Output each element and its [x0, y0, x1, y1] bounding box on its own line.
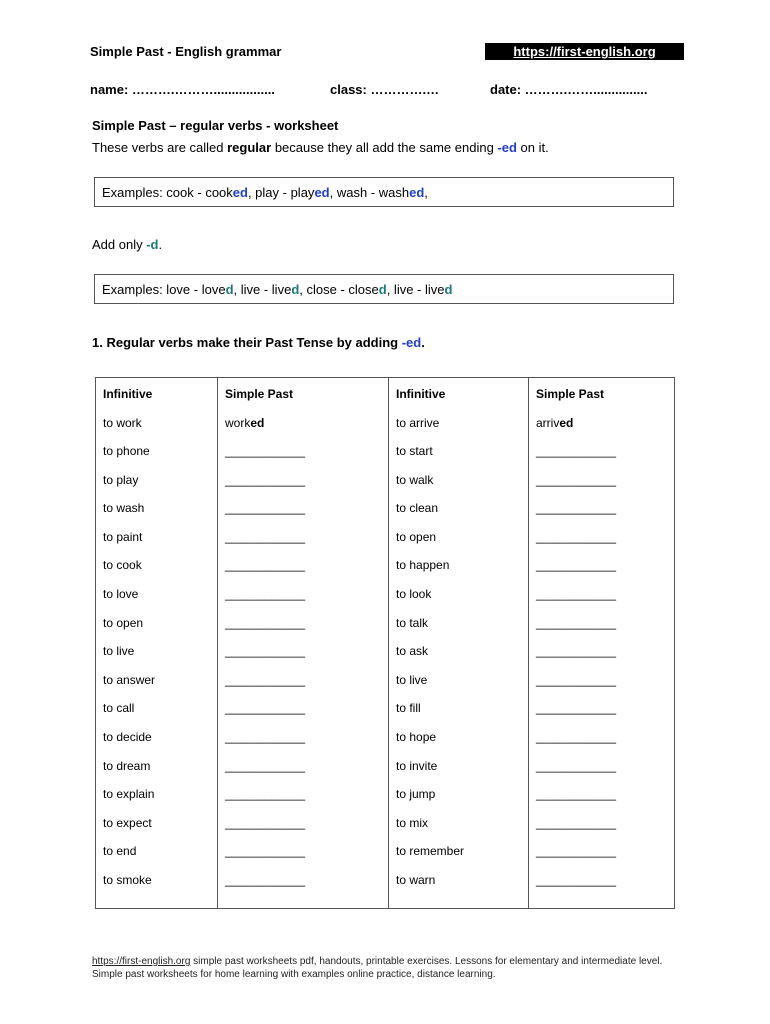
infinitive-right: to talk [396, 616, 429, 630]
answer-blank-left[interactable]: ____________ [225, 673, 306, 687]
infinitive-right: to walk [396, 473, 434, 487]
infinitive-left: to smoke [103, 873, 152, 887]
infinitive-left: to decide [103, 730, 152, 744]
answer-blank-left[interactable]: ____________ [225, 701, 306, 715]
infinitive-left: to wash [103, 501, 145, 515]
answer-blank-left[interactable]: ____________ [225, 816, 306, 830]
answer-blank-right[interactable]: ____________ [536, 844, 617, 858]
example-past-left: worked [225, 416, 265, 430]
answer-blank-right[interactable]: ____________ [536, 701, 617, 715]
answer-blank-left[interactable]: ____________ [225, 730, 306, 744]
header-simple-past-right: Simple Past [536, 387, 605, 401]
answer-blank-right[interactable]: ____________ [536, 673, 617, 687]
header-infinitive-right: Infinitive [396, 387, 446, 401]
answer-blank-right[interactable]: ____________ [536, 444, 617, 458]
answer-blank-right[interactable]: ____________ [536, 730, 617, 744]
answer-blank-right[interactable]: ____________ [536, 759, 617, 773]
answer-blank-right[interactable]: ____________ [536, 558, 617, 572]
infinitive-right: to clean [396, 501, 439, 515]
footer-link[interactable]: https://first-english.org [92, 956, 191, 967]
infinitive-left: to dream [103, 759, 151, 773]
answer-blank-left[interactable]: ____________ [225, 501, 306, 515]
header-infinitive-left: Infinitive [103, 387, 153, 401]
answer-blank-left[interactable]: ____________ [225, 844, 306, 858]
footer-text: https://first-english.org simple past worksheets pdf, handouts, printable exercises. Lessons for elementary and intermediate level. Simple past worksheets for home learning with examples online practice, distance learning. [92, 956, 663, 980]
answer-blank-left[interactable]: ____________ [225, 787, 306, 801]
example-infinitive-right: to arrive [396, 416, 440, 430]
column-divider [528, 378, 529, 909]
answer-blank-left[interactable]: ____________ [225, 558, 306, 572]
answer-blank-right[interactable]: ____________ [536, 530, 617, 544]
infinitive-right: to fill [396, 701, 421, 715]
answer-blank-right[interactable]: ____________ [536, 787, 617, 801]
infinitive-right: to start [396, 444, 433, 458]
examples-ed-box: Examples: cook - cooked, play - played, wash - washed, [94, 177, 674, 207]
infinitive-right: to warn [396, 873, 436, 887]
infinitive-left: to play [103, 473, 139, 487]
infinitive-right: to hope [396, 730, 437, 744]
infinitive-right: to live [396, 673, 428, 687]
date-field: date: ……….……............... [490, 82, 648, 97]
infinitive-left: to live [103, 644, 135, 658]
infinitive-left: to expect [103, 816, 152, 830]
infinitive-right: to open [396, 530, 437, 544]
infinitive-right: to mix [396, 816, 429, 830]
document-title: Simple Past - English grammar [90, 44, 282, 59]
infinitive-left: to phone [103, 444, 150, 458]
infinitive-left: to open [103, 616, 144, 630]
infinitive-left: to explain [103, 787, 155, 801]
task-title: 1. Regular verbs make their Past Tense by adding -ed. [92, 335, 425, 350]
answer-blank-left[interactable]: ____________ [225, 530, 306, 544]
column-divider [388, 378, 389, 909]
header-simple-past-left: Simple Past [225, 387, 294, 401]
infinitive-right: to jump [396, 787, 436, 801]
name-field: name: ……….………................. [90, 82, 275, 97]
infinitive-left: to end [103, 844, 137, 858]
infinitive-left: to answer [103, 673, 156, 687]
class-field: class: ………….… [330, 82, 440, 97]
infinitive-left: to paint [103, 530, 143, 544]
answer-blank-right[interactable]: ____________ [536, 473, 617, 487]
section-title: Simple Past – regular verbs - worksheet [92, 118, 339, 133]
infinitive-left: to call [103, 701, 135, 715]
answer-blank-left[interactable]: ____________ [225, 873, 306, 887]
answer-blank-right[interactable]: ____________ [536, 644, 617, 658]
example-past-right: arrived [536, 416, 574, 430]
answer-blank-left[interactable]: ____________ [225, 587, 306, 601]
infinitive-right: to invite [396, 759, 438, 773]
verb-table [95, 377, 675, 909]
example-infinitive-left: to work [103, 416, 142, 430]
answer-blank-right[interactable]: ____________ [536, 501, 617, 515]
infinitive-left: to cook [103, 558, 142, 572]
answer-blank-left[interactable]: ____________ [225, 644, 306, 658]
examples-d-box: Examples: love - loved, live - lived, close - closed, live - lived [94, 274, 674, 304]
infinitive-left: to love [103, 587, 139, 601]
infinitive-right: to look [396, 587, 432, 601]
add-only-text: Add only -d. [92, 237, 163, 252]
answer-blank-left[interactable]: ____________ [225, 616, 306, 630]
answer-blank-right[interactable]: ____________ [536, 587, 617, 601]
infinitive-right: to remember [396, 844, 465, 858]
column-divider [217, 378, 218, 909]
intro-text: These verbs are called regular because they all add the same ending -ed on it. [92, 140, 549, 155]
answer-blank-right[interactable]: ____________ [536, 873, 617, 887]
answer-blank-left[interactable]: ____________ [225, 759, 306, 773]
answer-blank-right[interactable]: ____________ [536, 616, 617, 630]
infinitive-right: to ask [396, 644, 429, 658]
infinitive-right: to happen [396, 558, 450, 572]
answer-blank-left[interactable]: ____________ [225, 444, 306, 458]
answer-blank-right[interactable]: ____________ [536, 816, 617, 830]
answer-blank-left[interactable]: ____________ [225, 473, 306, 487]
site-url-link[interactable]: https://first-english.org [485, 43, 684, 60]
